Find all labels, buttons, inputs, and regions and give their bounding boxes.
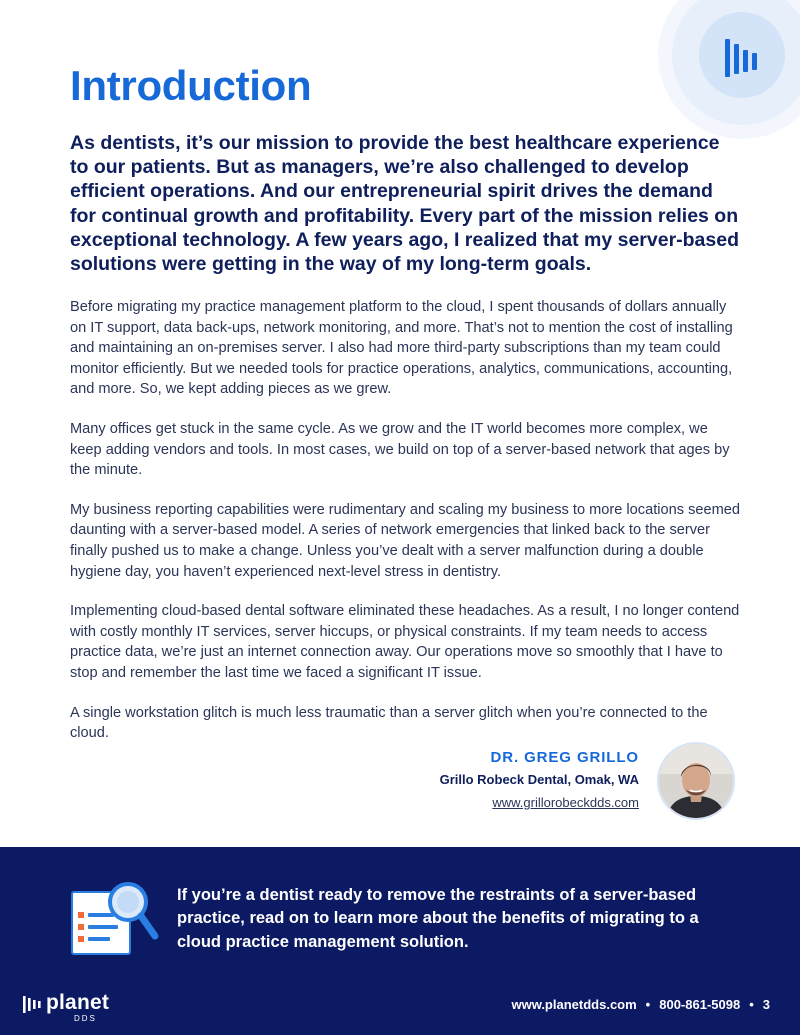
author-avatar	[657, 742, 735, 820]
body-paragraph: Before migrating my practice management platform to the cloud, I spent thousands of dollars annually on IT support, data back-ups, network monitoring, and more. That’s not to mention the cost of installing and maintaining an on-premises server. I also had more third-party subscriptions than my team could monitor efficiently. But we needed tools for practice operations, analytics, communications, accounting, and more. So, we kept adding pieces as we grew.	[70, 299, 733, 398]
footer-separator: •	[749, 997, 754, 1012]
brand-name: planet	[46, 991, 110, 1014]
body-paragraph: My business reporting capabilities were rudimentary and scaling my business to more locations seemed daunting with a server-based model. A series of network emergencies that linked back to the server finally pushed us to make a change. Unless you’ve dealt with a server malfunction during a double hygiene day, you haven’t experienced next-level stress in dentistry.	[70, 501, 741, 580]
body-text	[70, 297, 742, 763]
body-paragraph: A single workstation glitch is much less traumatic than a server glitch when you’re connected to the cloud.	[70, 704, 708, 742]
author-practice: Grillo Robeck Dental, Omak, WA	[439, 772, 639, 787]
brand-sub: DDS	[74, 1014, 97, 1023]
footer-separator: •	[645, 997, 651, 1012]
brand-bars-icon	[657, 0, 800, 140]
document-magnifier-icon	[70, 880, 160, 960]
cta-text: If you’re a dentist ready to remove the restraints of a server-based practice, read on to learn more about the benefits of migrating to a cloud practice management solution.	[177, 886, 699, 951]
footer-phone[interactable]: 800-861-5098	[659, 997, 741, 1012]
body-paragraph: Many offices get stuck in the same cycle. As we grow and the IT world becomes more complex, we keep adding vendors and tools. In most cases, we build on top of a server-based network that ages by the minute.	[70, 420, 730, 479]
footer-contact	[511, 997, 770, 1012]
page-number: 3	[762, 997, 770, 1012]
page-title: Introduction	[70, 62, 312, 109]
author-name: DR. GREG GRILLO	[490, 749, 639, 766]
footer-website[interactable]: www.planetdds.com	[511, 997, 637, 1012]
body-paragraph: Implementing cloud-based dental software eliminated these headaches. As a result, I no longer contend with costly monthly IT services, server hiccups, or physical constraints. If my team needs to access practice data, we’re just an internet connection away. Our operations move so smoothly that I have to stop and remember the last time we faced a significant IT issue.	[70, 603, 740, 681]
lead-paragraph: As dentists, it’s our mission to provide the best healthcare experience to our patients. But as managers, we’re also challenged to develop efficient operations. And our entrepreneurial spirit drives the demand for continual growth and profitability. Every part of the mission relies on exceptional technology. A few years ago, I realized that my server-based solutions were getting in the way of my long-term goals.	[70, 132, 740, 276]
author-website-link[interactable]: www.grillorobeckdds.com	[492, 795, 639, 810]
avatar-portrait	[659, 744, 733, 818]
